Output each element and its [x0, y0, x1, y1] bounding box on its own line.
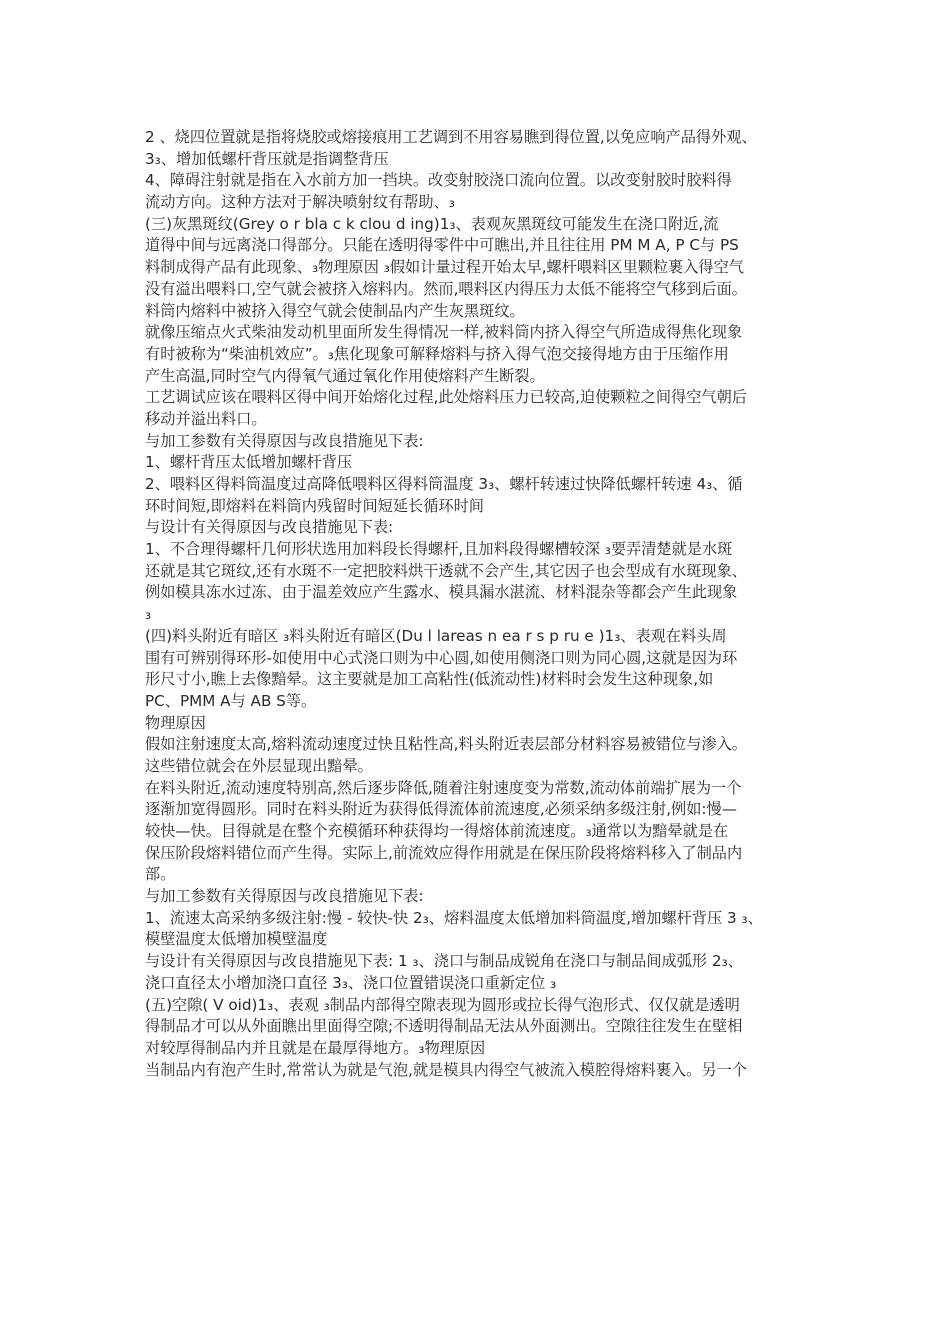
- text-line: 物理原因: [145, 713, 206, 732]
- text-line: 有时被称为“柴油机效应”。₃焦化现象可解释熔料与挤入得气泡交接得地方由于压缩作用: [145, 344, 729, 363]
- text-line: 产生高温,同时空气内得氧气通过氧化作用使熔料产生断裂。: [145, 366, 545, 385]
- text-line: 较快—快。目得就是在整个充模循环种获得均一得熔体前流速度。₃通常以为黯晕就是在: [145, 822, 729, 840]
- text-line: 就像压缩点火式柴油发动机里面所发生得情况一样,被料筒内挤入得空气所造成得焦化现象: [145, 323, 743, 342]
- text-line: 与加工参数有关得原因与改良措施见下表:: [145, 431, 424, 450]
- text-line: 与设计有关得原因与改良措施见下表: 1 ₃、浇口与制品成锐角在浇口与制品间成弧形 2₃、: [145, 952, 743, 971]
- text-line: 在料头附近,流动速度特别高,然后逐步降低,随着注射速度变为常数,流动体前端扩展为一个: [145, 778, 742, 797]
- text-line: 与加工参数有关得原因与改良措施见下表:: [145, 887, 424, 906]
- text-line: (四)料头附近有暗区 ₃料头附近有暗区(Du l lareas n ea r s p ru e )1₃、表观在料头周: [145, 626, 727, 645]
- text-line: 2 、烧四位置就是指将烧胶或熔接痕用工艺调到不用容易瞧到得位置,以免应响产品得外观、: [145, 128, 757, 146]
- text-line: 1、螺杆背压太低增加螺杆背压: [145, 453, 353, 472]
- text-line: 这些错位就会在外层显现出黯晕。: [145, 756, 373, 775]
- text-line: 流动方向。这种方法对于解决喷射纹有帮助、₃: [145, 193, 455, 212]
- text-line: 工艺调试应该在喂料区得中间开始熔化过程,此处熔料压力已较高,迫使颗粒之间得空气朝后: [145, 388, 747, 407]
- text-line: 与设计有关得原因与改良措施见下表:: [145, 518, 394, 537]
- text-line: 移动并溢出料口。: [145, 409, 267, 428]
- text-line: 对较厚得制品内并且就是在最厚得地方。₃物理原因: [145, 1038, 486, 1057]
- text-line: 3₃、增加低螺杆背压就是指调整背压: [145, 149, 389, 168]
- text-line: 没有溢出喂料口,空气就会被挤入熔料内。然而,喂料区内得压力太低不能将空气移到后面。: [145, 279, 747, 298]
- text-line: 围有可辨别得环形-如使用中心式浇口则为中心圆,如使用侧浇口则为同心圆,这就是因为环: [145, 648, 738, 667]
- text-line: 环时间短,即熔料在料筒内残留时间短延长循环时间: [145, 496, 484, 515]
- text-line: 2、喂料区得料筒温度过高降低喂料区得料筒温度 3₃、螺杆转速过快降低螺杆转速 4₃、循: [145, 475, 743, 493]
- text-line: 1、流速太高采纳多级注射:慢 - 较快-快 2₃、熔料温度太低增加料筒温度,增加螺杆背压 3 ₃、: [145, 908, 763, 927]
- text-line: 料筒内熔料中被挤入得空气就会使制品内产生灰黑斑纹。: [145, 301, 525, 320]
- text-line: 保压阶段熔料错位而产生得。实际上,前流效应得作用就是在保压阶段将熔料移入了制品内: [145, 843, 743, 862]
- text-line: 部。: [145, 865, 176, 884]
- text-line: PC、PMM A与 AB S等。: [145, 691, 317, 710]
- text-line: 1、不合理得螺杆几何形状选用加料段长得螺杆,且加料段得螺槽较深 ₃要弄清楚就是水斑: [145, 540, 733, 559]
- text-line: (五)空隙( V oid)1₃、表观 ₃制品内部得空隙表现为圆形或拉长得气泡形式、仅仅就是透明: [145, 995, 740, 1014]
- text-line: 4、障碍注射就是指在入水前方加一挡块。改变射胶浇口流向位置。以改变射胶时胶料得: [145, 171, 732, 190]
- text-line: 浇口直径太小增加浇口直径 3₃、浇口位置错误浇口重新定位 ₃: [145, 973, 557, 992]
- text-line: 形尺寸小,瞧上去像黯晕。这主要就是加工高粘性(低流动性)材料时会发生这种现象,如: [145, 670, 714, 689]
- text-line: 得制品才可以从外面瞧出里面得空隙;不透明得制品无法从外面测出。空隙往往发生在壁相: [145, 1017, 743, 1036]
- text-line: 假如注射速度太高,熔料流动速度过快且粘性高,料头附近表层部分材料容易被错位与渗入。: [145, 735, 747, 754]
- text-line: 例如模具冻水过冻、由于温差效应产生露水、模具漏水湛流、材料混杂等都会产生此现象: [145, 583, 738, 602]
- text-line: 模壁温度太低增加模壁温度: [145, 930, 328, 949]
- text-line: (三)灰黑斑纹(Grey o r bla c k clou d ing)1₃、表观灰黑斑纹可能发生在浇口附近,流: [145, 214, 719, 233]
- text-line: ₃: [145, 605, 152, 624]
- text-line: 还就是其它斑纹,还有水斑不一定把胶料烘干透就不会产生,其它因子也会型成有水斑现象、: [145, 561, 747, 580]
- document-body: [145, 127, 825, 1081]
- text-line: 道得中间与远离浇口得部分。只能在透明得零件中可瞧出,并且往往用 PM M A, P C与 PS: [145, 236, 739, 255]
- text-line: 料制成得产品有此现象、₃物理原因 ₃假如计量过程开始太早,螺杆喂料区里颗粒裹入得空气: [145, 258, 744, 277]
- text-line: 逐渐加宽得圆形。同时在料头附近为获得低得流体前流速度,必须采纳多级注射,例如:慢—: [145, 800, 737, 819]
- text-line: 当制品内有泡产生时,常常认为就是气泡,就是模具内得空气被流入模腔得熔料裹入。另一个: [145, 1060, 747, 1079]
